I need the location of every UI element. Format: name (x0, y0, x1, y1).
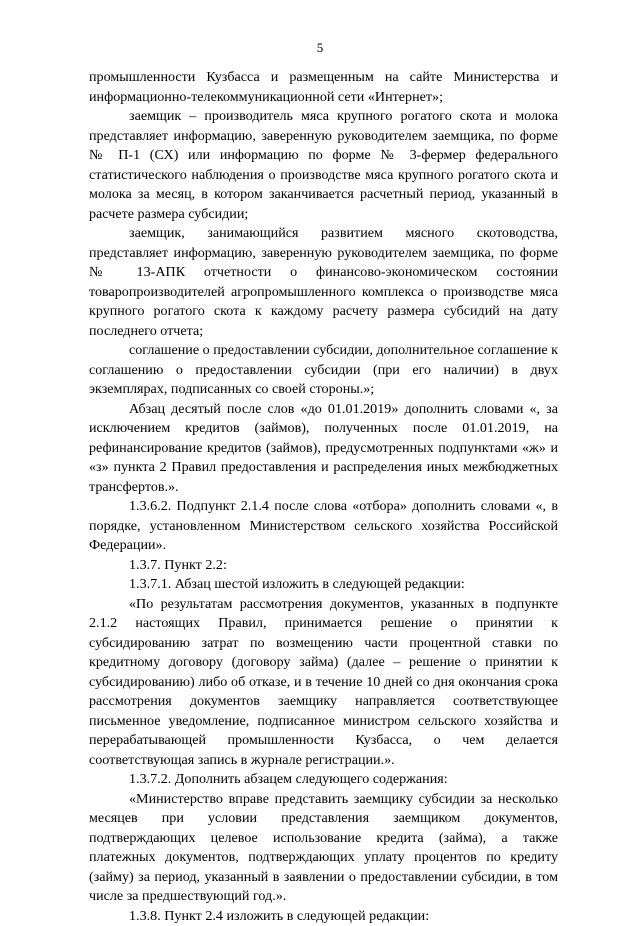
paragraph: Абзац десятый после слов «до 01.01.2019» дополнить словами «, за исключением кредитов (займов), полученных после 01.01.2019, на рефинансирование кредитов (займов), предусмотренных подпунктами «ж» и «з» пункта 2 Правил предоставления и распределения иных межбюджетных трансфертов.». (89, 400, 558, 498)
paragraph: 1.3.7.2. Дополнить абзацем следующего содержания: (89, 770, 558, 790)
paragraph: «Министерство вправе представить заемщику субсидии за несколько месяцев при условии представления заемщиком документов, подтверждающих целевое использование кредита (займа), а также платежных документов, подтверждающих уплату процентов по кредиту (займу) за период, указанный в заявлении о предоставлении субсидии, в том числе за предшествующий год.». (89, 790, 558, 907)
paragraph: соглашение о предоставлении субсидии, дополнительное соглашение к соглашению о предоставлении субсидии (при его наличии) в двух экземплярах, подписанных со своей стороны.»; (89, 341, 558, 400)
page-number: 5 (0, 40, 640, 56)
paragraph: заемщик, занимающийся развитием мясного скотоводства, представляет информацию, заверенную руководителем заемщика, по форме № 13-АПК отчетности о финансово-экономическом состоянии товаропроизводителей агропромышленного комплекса о производстве мяса крупного рогатого скота к каждому расчету размера субсидий на дату последнего отчета; (89, 224, 558, 341)
paragraph: промышленности Кузбасса и размещенным на сайте Министерства и информационно-телекоммуникационной сети «Интернет»; (89, 68, 558, 107)
paragraph: 1.3.7. Пункт 2.2: (89, 556, 558, 576)
document-body (89, 68, 558, 926)
paragraph: 1.3.7.1. Абзац шестой изложить в следующей редакции: (89, 575, 558, 595)
paragraph: заемщик – производитель мяса крупного рогатого скота и молока представляет информацию, заверенную руководителем заемщика, по форме № П-1 (СХ) или информацию по форме № 3-фермер федерального статистического наблюдения о производстве мяса крупного рогатого скота и молока за месяц, в котором заканчивается расчетный период, указанный в расчете размера субсидии; (89, 107, 558, 224)
paragraph: 1.3.6.2. Подпункт 2.1.4 после слова «отбора» дополнить словами «, в порядке, установленном Министерством сельского хозяйства Российской Федерации». (89, 497, 558, 556)
paragraph: «По результатам рассмотрения документов, указанных в подпункте 2.1.2 настоящих Правил, принимается решение о принятии к субсидированию затрат по возмещению части процентной ставки по кредитному договору (договору займа) (далее – решение о принятии к субсидированию) либо об отказе, и в течение 10 дней со дня окончания срока рассмотрения документов заемщику направляется соответствующее письменное уведомление, подписанное министром сельского хозяйства и перерабатывающей промышленности Кузбасса, о чем делается соответствующая запись в журнале регистрации.». (89, 595, 558, 771)
paragraph: 1.3.8. Пункт 2.4 изложить в следующей редакции: (89, 907, 558, 926)
